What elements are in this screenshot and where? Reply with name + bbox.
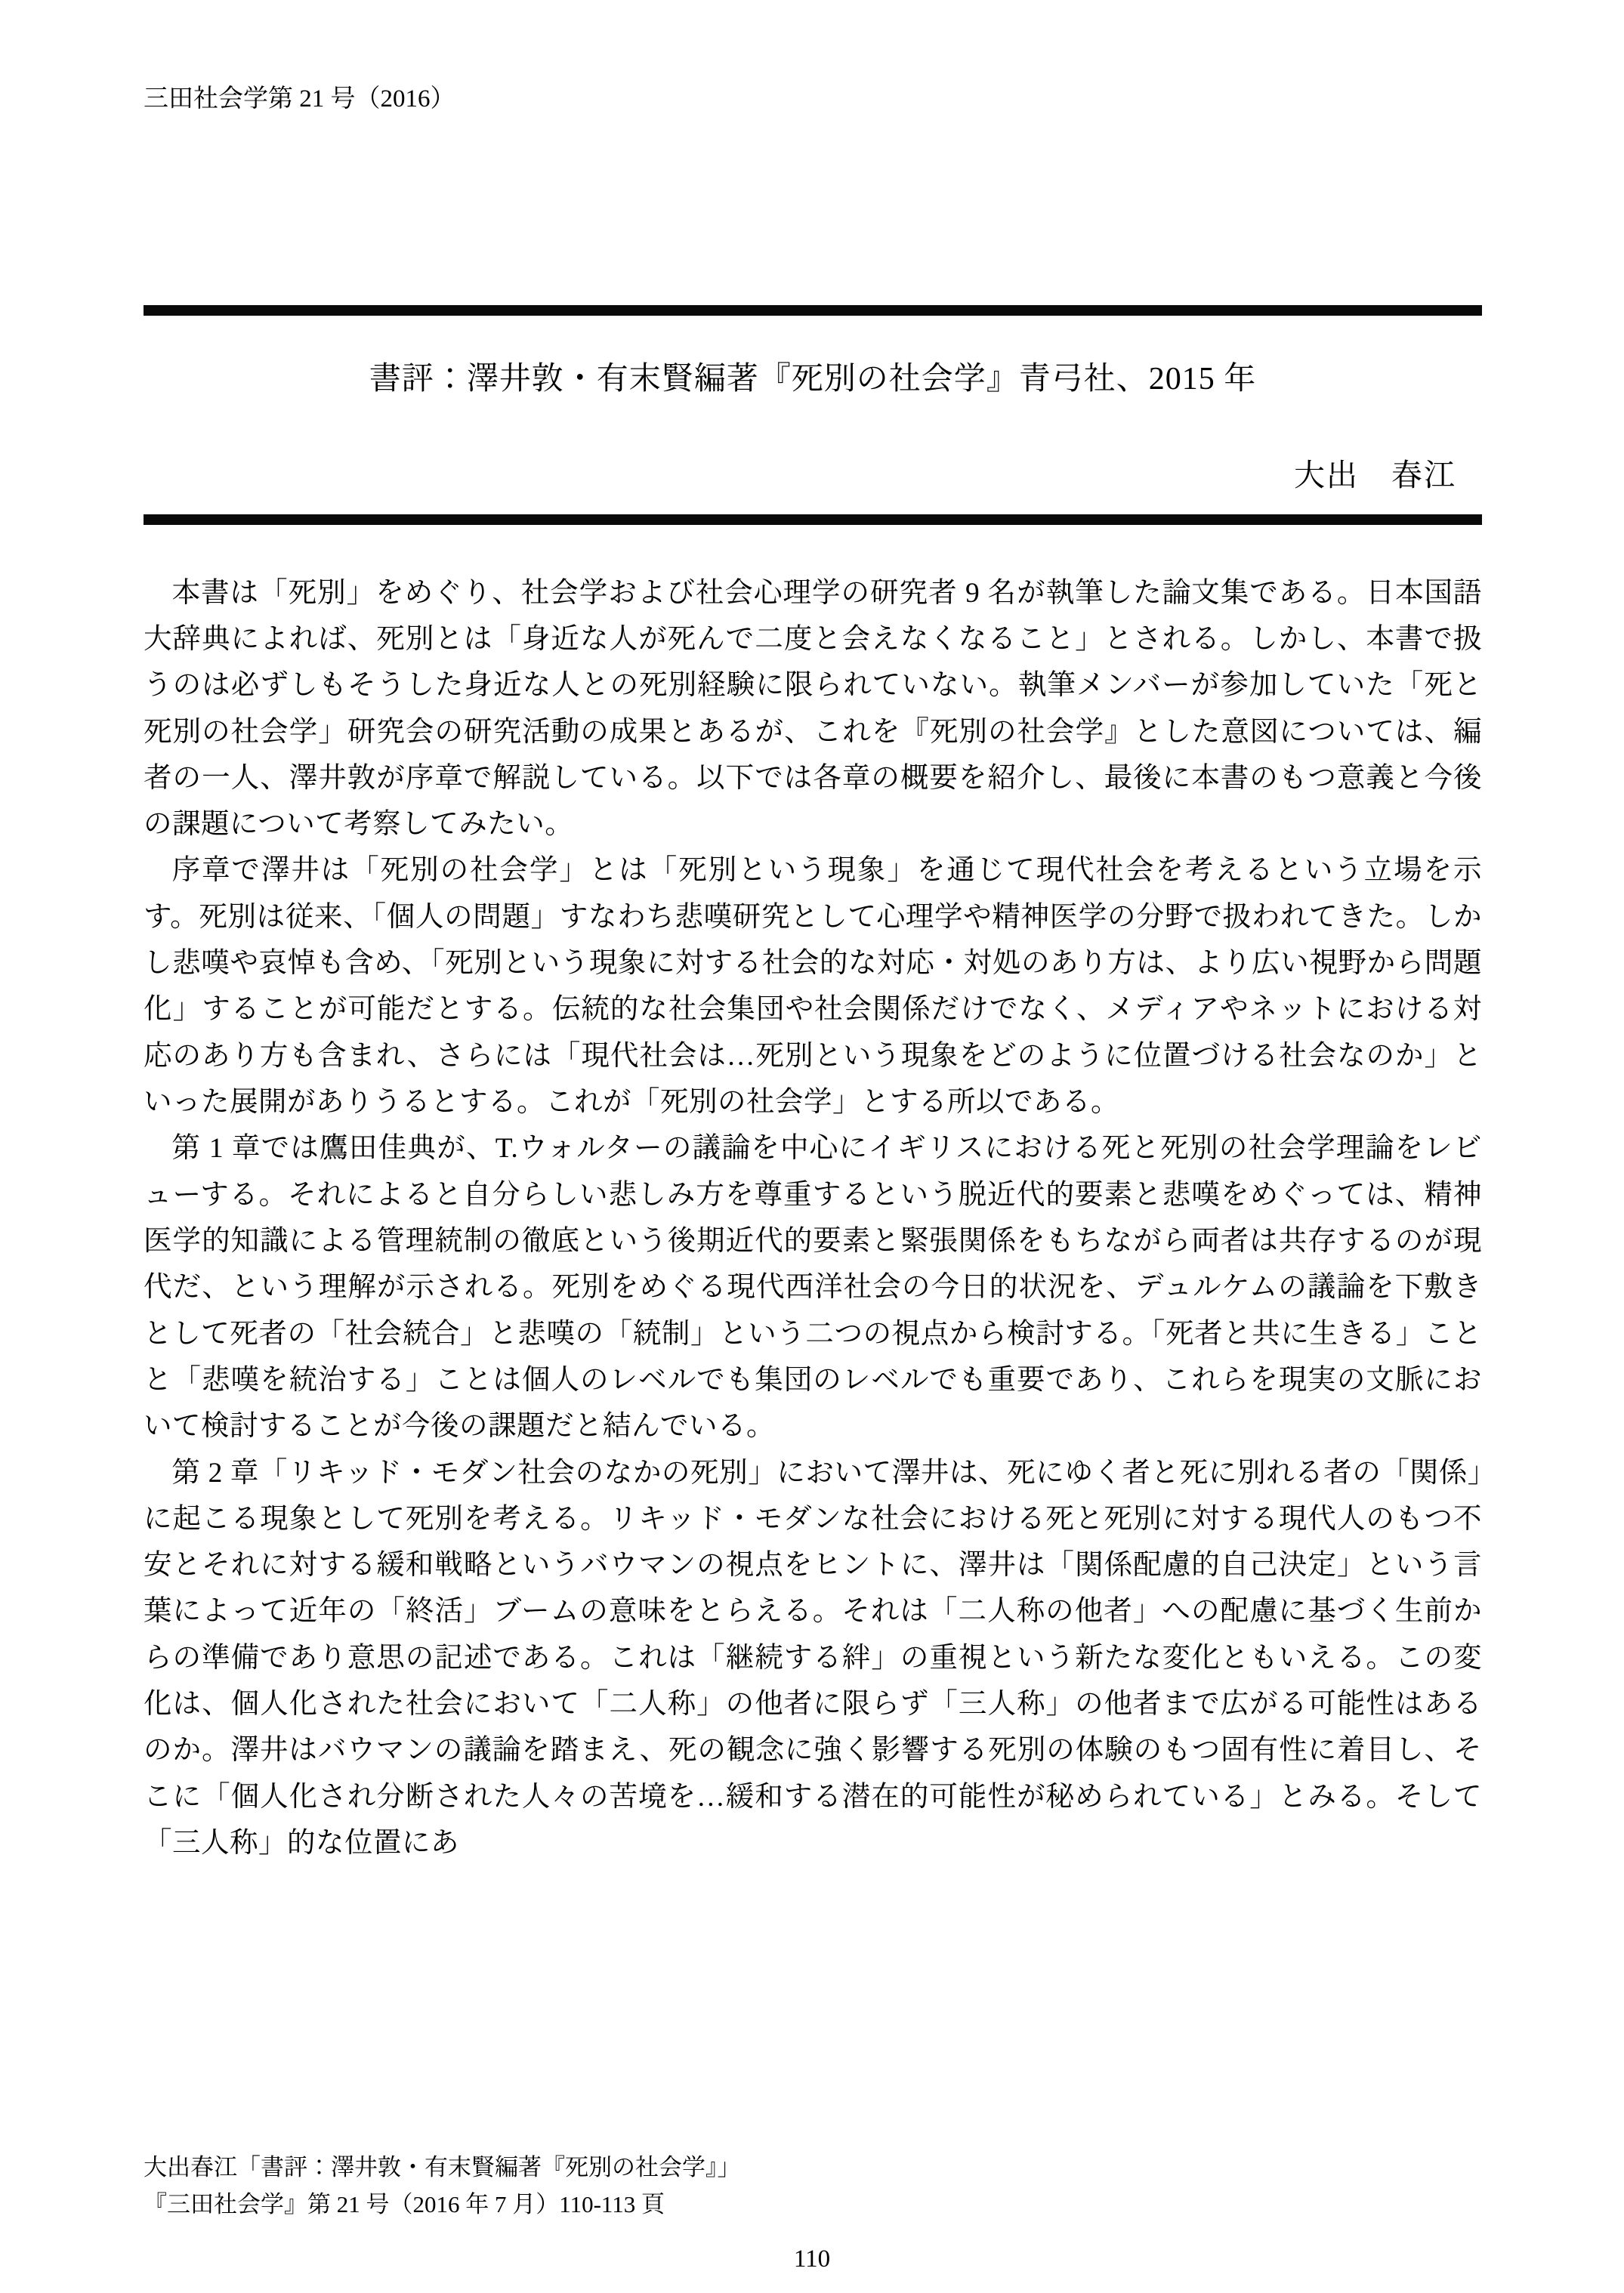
article-body	[144, 570, 1482, 1867]
title-rule-bottom	[144, 514, 1482, 525]
body-paragraph-2: 序章で澤井は「死別の社会学」とは「死別という現象」を通じて現代社会を考えるという立場を示す。死別は従来、「個人の問題」すなわち悲嘆研究として心理学や精神医学の分野で扱われてきた。しかし悲嘆や哀悼も含め、「死別という現象に対する社会的な対応・対処のあり方は、より広い視野から問題化」することが可能だとする。伝統的な社会集団や社会関係だけでなく、メディアやネットにおける対応のあり方も含まれ、さらには「現代社会は…死別という現象をどのように位置づける社会なのか」といった展開がありうるとする。これが「死別の社会学」とする所以である。	[144, 855, 1482, 1119]
citation-line-1: 大出春江「書評：澤井敦・有末賢編著『死別の社会学』」	[144, 2154, 741, 2181]
journal-issue-header: 三田社会学第 21 号（2016）	[144, 85, 455, 113]
citation-line-2: 『三田社会学』第 21 号（2016 年 7 月）110-113 頁	[144, 2191, 665, 2218]
citation-footer	[144, 2149, 1482, 2224]
title-rule-top	[144, 305, 1482, 316]
body-paragraph-3: 第 1 章では鷹田佳典が、T.ウォルターの議論を中心にイギリスにおける死と死別の社会学理論をレビューする。それによると自分らしい悲しみ方を尊重するという脱近代的要素と悲嘆をめぐっては、精神医学的知識による管理統制の徹底という後期近代的要素と緊張関係をもちながら両者は共存するのが現代だ、という理解が示される。死別をめぐる現代西洋社会の今日的状況を、デュルケムの議論を下敷きとして死者の「社会統合」と悲嘆の「統制」という二つの視点から検討する。「死者と共に生きる」ことと「悲嘆を統治する」ことは個人のレベルでも集団のレベルでも重要であり、これらを現実の文脈において検討することが今後の課題だと結んでいる。	[144, 1133, 1482, 1443]
article-title: 書評：澤井敦・有末賢編著『死別の社会学』青弓社、2015 年	[369, 361, 1257, 397]
body-paragraph-4: 第 2 章「リキッド・モダン社会のなかの死別」において澤井は、死にゆく者と死に別れる者の「関係」に起こる現象として死別を考える。リキッド・モダンな社会における死と死別に対する現代人のもつ不安とそれに対する緩和戦略というバウマンの視点をヒントに、澤井は「関係配慮的自己決定」という言葉によって近年の「終活」ブームの意味をとらえる。それは「二人称の他者」への配慮に基づく生前からの準備であり意思の記述である。これは「継続する絆」の重視という新たな変化ともいえる。この変化は、個人化された社会において「二人称」の他者に限らず「三人称」の他者まで広がる可能性はあるのか。澤井はバウマンの議論を踏まえ、死の観念に強く影響する死別の体験のもつ固有性に着目し、そこに「個人化され分断された人々の苦境を…緩和する潜在的可能性が秘められている」とみる。そして「三人称」的な位置にあ	[144, 1457, 1482, 1859]
author-name: 大出 春江	[1294, 457, 1456, 492]
body-paragraph-1: 本書は「死別」をめぐり、社会学および社会心理学の研究者 9 名が執筆した論文集である。日本国語大辞典によれば、死別とは「身近な人が死んで二度と会えなくなること」とされる。しかし、本書で扱うのは必ずしもそうした身近な人との死別経験に限られていない。執筆メンバーが参加していた「死と死別の社会学」研究会の研究活動の成果とあるが、これを『死別の社会学』とした意図については、編者の一人、澤井敦が序章で解説している。以下では各章の概要を紹介し、最後に本書のもつ意義と今後の課題について考察してみたい。	[144, 577, 1482, 841]
page-number: 110	[793, 2245, 831, 2273]
